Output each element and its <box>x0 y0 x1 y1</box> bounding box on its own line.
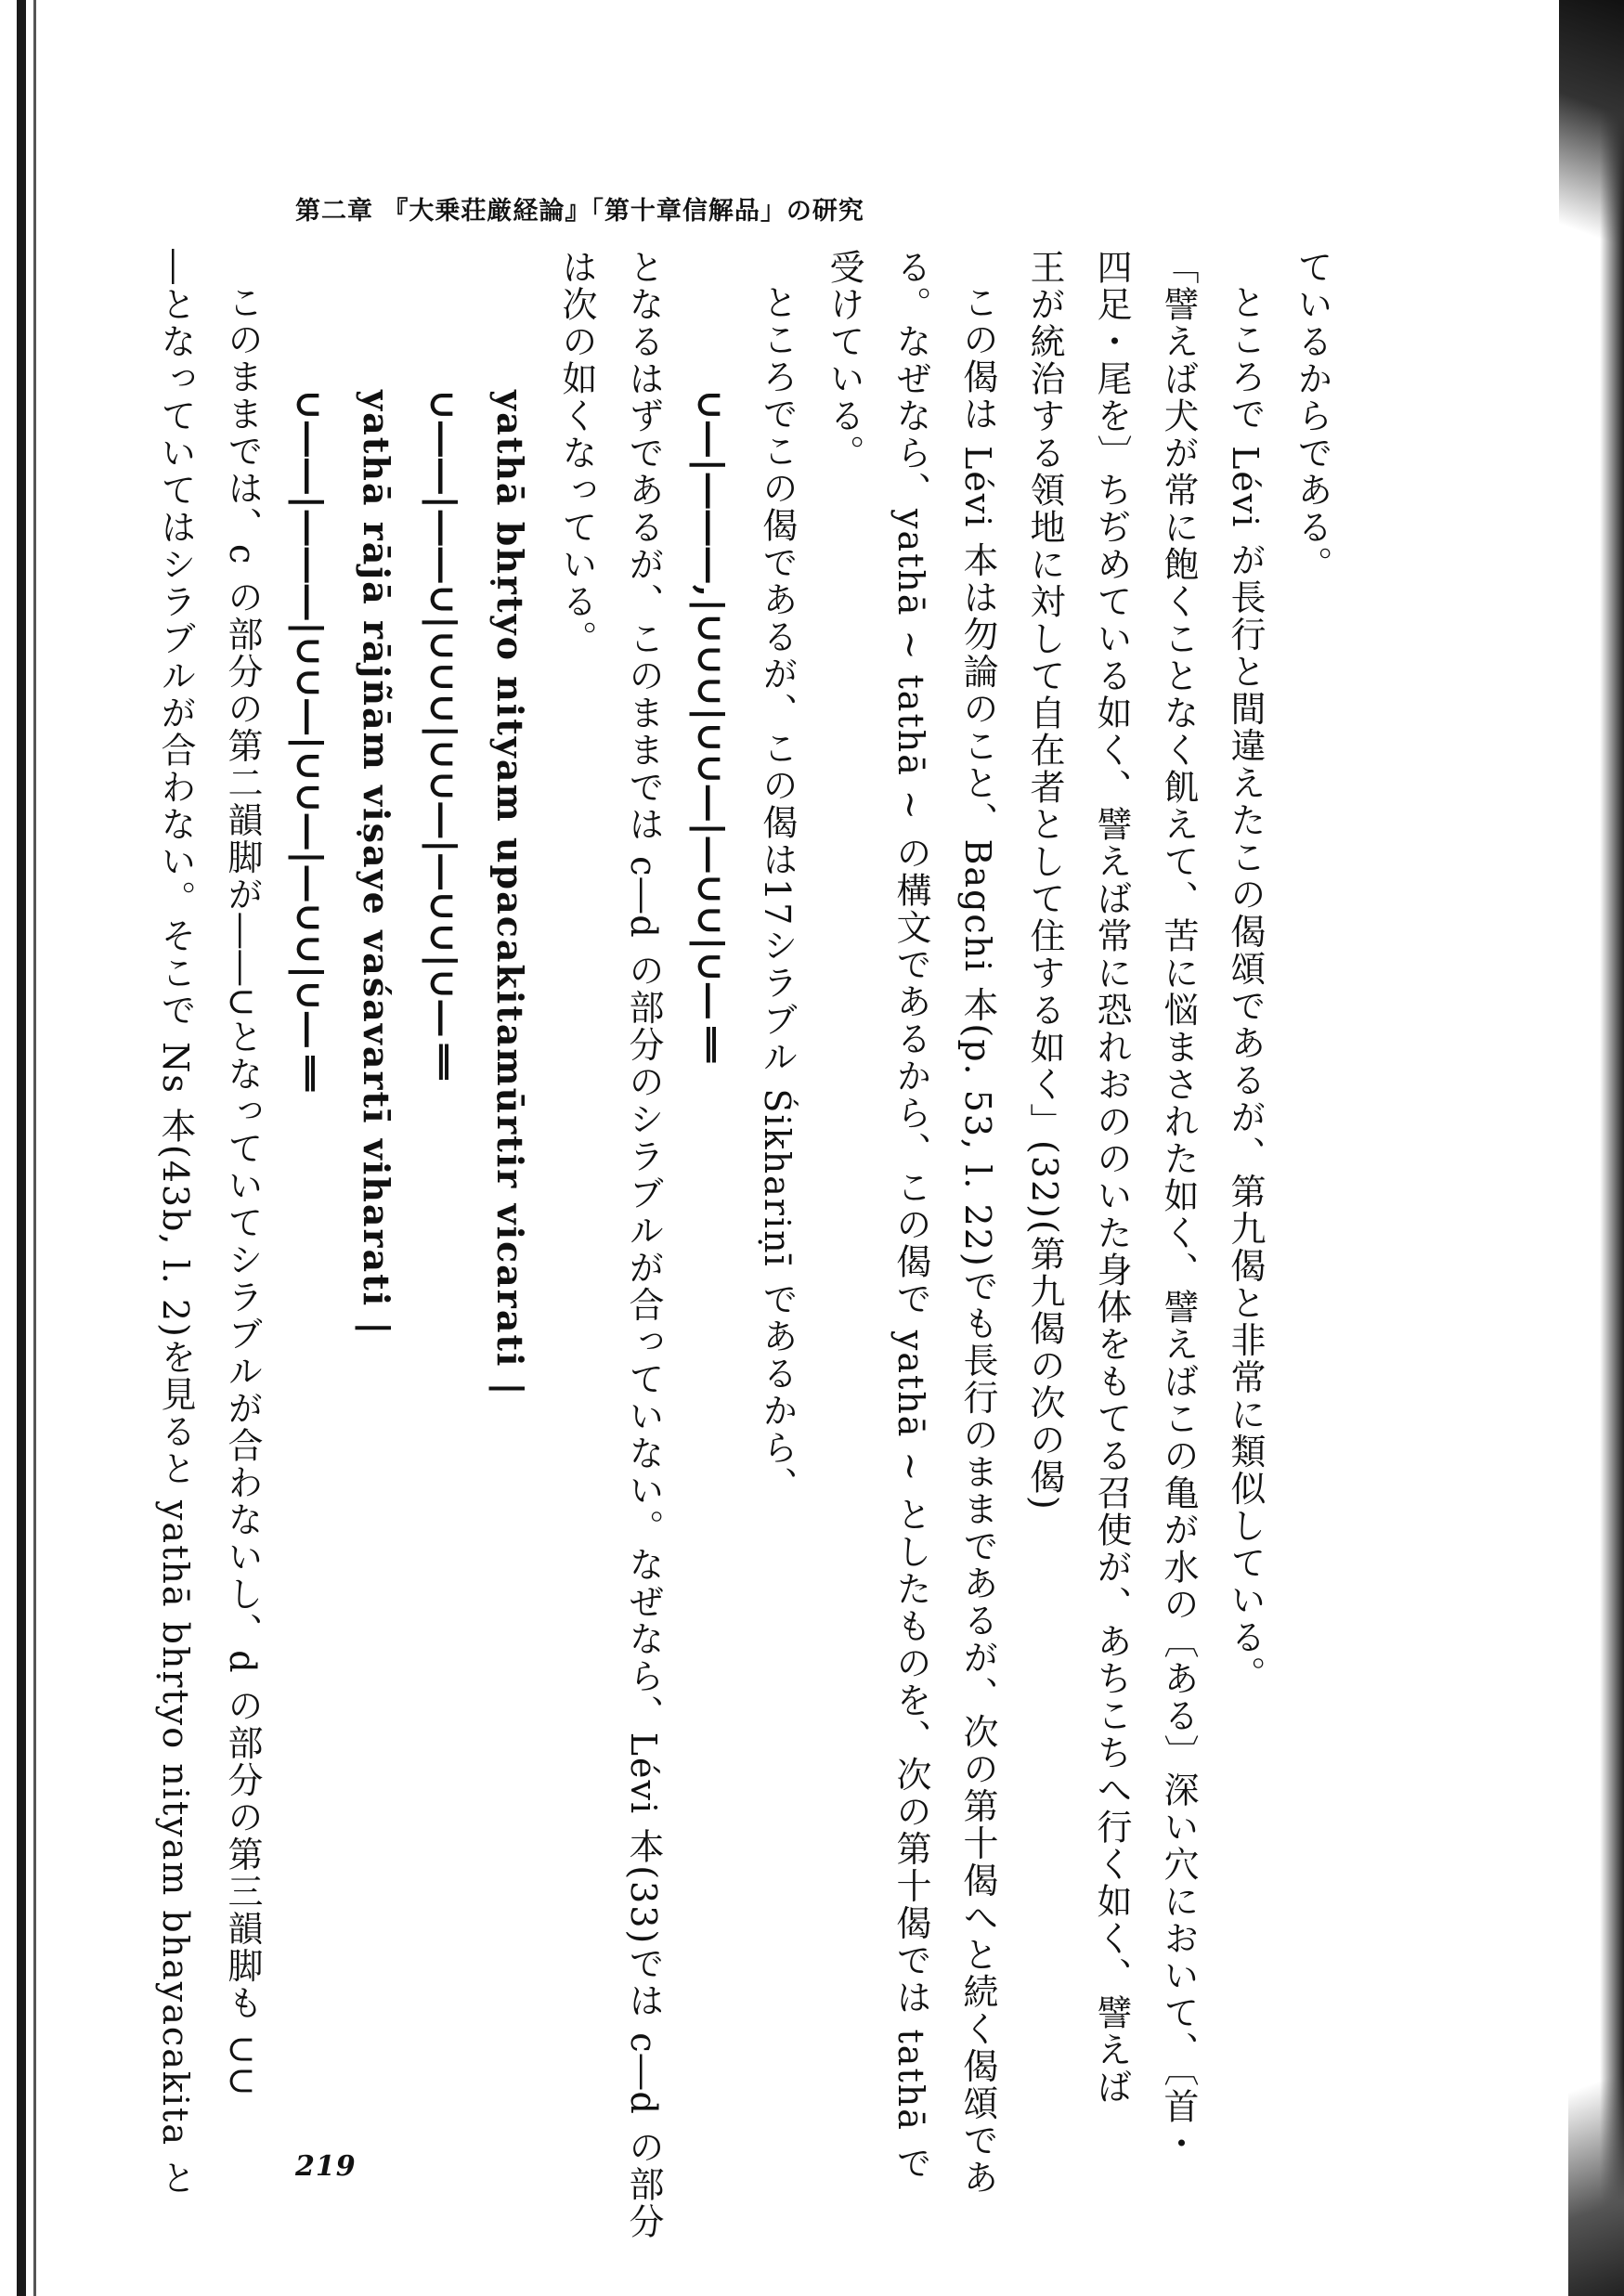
meter-pattern-line: ∪――|―――|∪∪―|∪∪―|―∪∪|∪―‖ <box>289 390 331 1093</box>
sanskrit-verse-line: yathā rājā rājñām viṣaye vaśavartī viharati | <box>356 390 397 1337</box>
text-line: 受けている。 <box>824 249 864 472</box>
page-number: 219 <box>295 2150 357 2183</box>
text-line: となるはずであるが、このままでは c―d の部分のシラブルが合っていない。なぜなら、Lévi 本(33)では c―d の部分 <box>623 249 664 2240</box>
sanskrit-verse-line: yathā bhṛtyo nityam upacakitamūrtir vicarati | <box>489 390 531 1397</box>
meter-pattern-line: ∪――|――∪|∪∪∪|∪∪―|―∪∪|∪―‖ <box>422 390 464 1082</box>
text-line: る。なぜなら、yathā ~ tathā ~ の構文であるから、この偈で yathā ~ としたものを、次の第十偈では tathā で <box>890 249 931 2182</box>
text-line: この偈は Lévi 本は勿論のこと、Bagchi 本(p. 53, l. 22)でも長行のままであるが、次の第十偈へと続く偈頌であ <box>957 284 998 2197</box>
scan-corner-shadow-bottom <box>1568 1996 1624 2296</box>
scan-corner-shadow-top <box>1559 0 1624 306</box>
scan-binding-line <box>33 0 36 2296</box>
text-line: 「譬えば犬が常に飽くことなく飢えて、苦に悩まされた如く、譬えばこの亀が水の〔ある〕深い穴において、〔首・ <box>1158 249 1199 2162</box>
text-line: ところで Lévi が長行と間違えたこの偈頌であるが、第九偈と非常に類似している。 <box>1225 284 1266 1693</box>
text-line: 四足・尾を〕ちぢめている如く、譬えば常に恐れおののいた身体をもてる召使が、あちこちへ行く如く、譬えば <box>1091 249 1132 2106</box>
text-line: ―となっていてはシラブルが合わない。そこで Ns 本(43b, l. 2)を見ると yathā bhṛtyo nityam bhayacakita と <box>155 249 196 2198</box>
text-line: ているからである。 <box>1292 249 1332 583</box>
text-line: ところでこの偈であるが、この偈は17シラブル Śikhariṇī であるから、 <box>757 284 798 1504</box>
scan-binding-edge <box>17 0 26 2296</box>
text-line: は次の如くなっている。 <box>556 249 597 657</box>
scan-page-edge-shadow <box>1600 0 1624 2296</box>
text-line: このままでは、c の部分の第二韻脚が――∪となっていてシラブルが合わないし、d の部分の第三韻脚も ∪∪ <box>222 284 263 2098</box>
meter-pattern-line: ∪―|―――,|∪∪∪|∪∪―|―∪∪|∪―‖ <box>690 390 732 1064</box>
text-line: 王が統治する領地に対して自在者として住する如く」(32)(第九偈の次の偈) <box>1024 249 1065 1511</box>
running-head: 第二章 『大乗荘厳経論』「第十章信解品」の研究 <box>295 197 864 226</box>
